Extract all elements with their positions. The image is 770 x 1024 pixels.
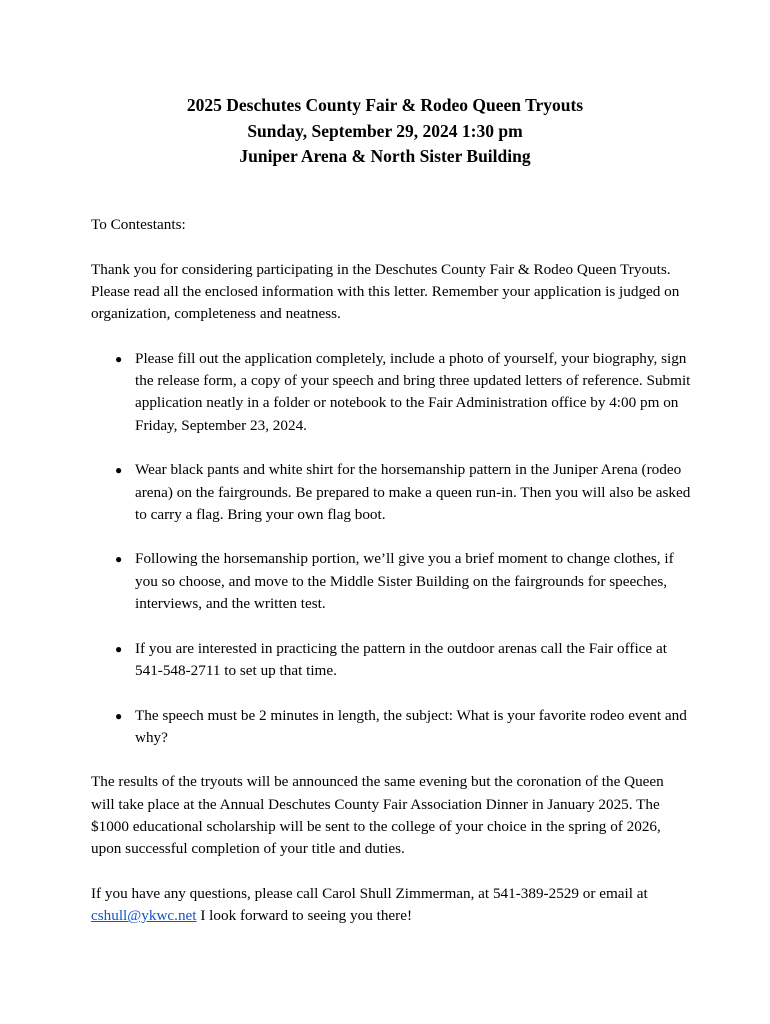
bullet-icon: ● xyxy=(115,708,123,723)
list-item xyxy=(91,705,691,750)
contact-paragraph xyxy=(91,883,691,928)
heading-date-time: Sunday, September 29, 2024 1:30 pm xyxy=(247,120,523,141)
list-item-text: Following the horsemanship portion, we’ll give you a brief moment to change clothes, if you so choose, and move to the Middle Sister Building on the fairgrounds for speeches, interviews, and the written test. xyxy=(135,550,674,613)
bullet-icon: ● xyxy=(115,463,123,478)
closing-text: I look forward to seeing you there! xyxy=(196,907,413,925)
letter-heading xyxy=(0,93,770,170)
list-item xyxy=(91,348,691,437)
letter-body xyxy=(91,214,691,928)
instructions-list xyxy=(91,348,691,749)
bullet-icon: ● xyxy=(115,351,123,366)
list-item xyxy=(91,548,691,615)
bullet-icon: ● xyxy=(115,552,123,567)
intro-paragraph: Thank you for considering participating in the Deschutes County Fair & Rodeo Queen Tryouts. Please read all the enclosed information with this letter. Remember your application is judged on organization, completeness and neatness. xyxy=(91,260,680,323)
list-item-text: The speech must be 2 minutes in length, the subject: What is your favorite rodeo event and why? xyxy=(135,706,687,746)
email-link[interactable]: cshull@ykwc.net xyxy=(91,907,197,925)
bullet-icon: ● xyxy=(115,641,123,656)
list-item-text: If you are interested in practicing the pattern in the outdoor arenas call the Fair office at 541-548-2711 to set up that time. xyxy=(135,639,667,679)
contact-text: If you have any questions, please call Carol Shull Zimmerman, at 541-389-2529 or email at xyxy=(91,884,648,902)
list-item xyxy=(91,459,691,526)
salutation: To Contestants: xyxy=(91,216,186,233)
list-item-text: Please fill out the application completely, include a photo of yourself, your biography, sign the release form, a copy of your speech and bring three updated letters of reference. Submit application neatly in a folder or notebook to the Fair Administration office by 4:00 pm on Friday, September 23, 2024. xyxy=(135,349,691,434)
list-item xyxy=(91,638,691,683)
heading-location: Juniper Arena & North Sister Building xyxy=(239,146,531,166)
heading-title: 2025 Deschutes County Fair & Rodeo Queen Tryouts xyxy=(186,95,584,115)
list-item-text: Wear black pants and white shirt for the horsemanship pattern in the Juniper Arena (rodeo arena) on the fairgrounds. Be prepared to make a queen run-in. Then you will also be asked to carry a flag. Bring your own flag boot. xyxy=(135,461,691,523)
results-paragraph: The results of the tryouts will be announced the same evening but the coronation of the Queen will take place at the Annual Deschutes County Fair Association Dinner in January 2025. The $1000 educational scholarship will be sent to the college of your choice in the spring of 2026, upon successful completion of your title and duties. xyxy=(91,773,664,858)
